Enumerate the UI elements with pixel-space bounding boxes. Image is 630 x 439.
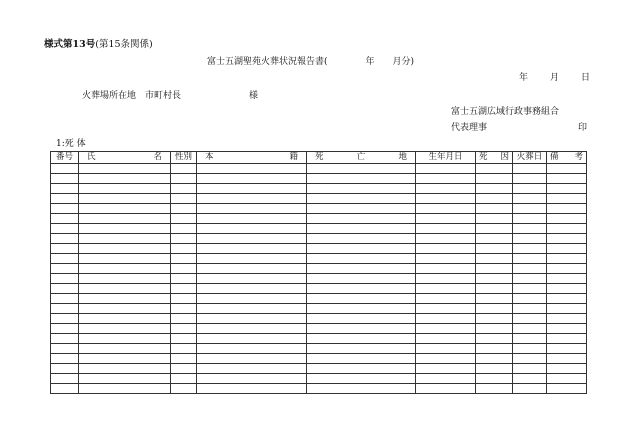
table-row bbox=[51, 304, 587, 314]
cell-birthdate[interactable] bbox=[416, 354, 476, 364]
cell-domicile[interactable] bbox=[197, 274, 307, 284]
column-header-cause-part: 死 bbox=[479, 152, 488, 162]
column-header-name-part: 名 bbox=[153, 152, 162, 162]
cell-name[interactable] bbox=[79, 164, 171, 174]
cell-birthdate[interactable] bbox=[416, 234, 476, 244]
cell-cremation_date[interactable] bbox=[513, 334, 547, 344]
cell-sex[interactable] bbox=[171, 364, 197, 374]
cell-sex[interactable] bbox=[171, 244, 197, 254]
table-row bbox=[51, 284, 587, 294]
cell-no[interactable] bbox=[51, 344, 79, 354]
cremation-register-table bbox=[50, 151, 587, 394]
cell-no[interactable] bbox=[51, 304, 79, 314]
cell-no[interactable] bbox=[51, 364, 79, 374]
cell-remarks[interactable] bbox=[547, 204, 587, 214]
cell-sex[interactable] bbox=[171, 384, 197, 394]
cell-place_of_death[interactable] bbox=[307, 334, 416, 344]
cell-sex[interactable] bbox=[171, 304, 197, 314]
cell-cremation_date[interactable] bbox=[513, 374, 547, 384]
cell-birthdate[interactable] bbox=[416, 194, 476, 204]
column-header-place_of_death-part: 亡 bbox=[356, 152, 366, 162]
table-row bbox=[51, 234, 587, 244]
cell-name[interactable] bbox=[79, 384, 171, 394]
cell-remarks[interactable] bbox=[547, 174, 587, 184]
table-row bbox=[51, 174, 587, 184]
cell-domicile[interactable] bbox=[197, 314, 307, 324]
cell-name[interactable] bbox=[79, 254, 171, 264]
cell-place_of_death[interactable] bbox=[307, 314, 416, 324]
cell-no[interactable] bbox=[51, 374, 79, 384]
cell-birthdate[interactable] bbox=[416, 224, 476, 234]
date-year: 年 bbox=[519, 73, 529, 83]
cell-domicile[interactable] bbox=[197, 194, 307, 204]
cell-cremation_date[interactable] bbox=[513, 284, 547, 294]
cell-place_of_death[interactable] bbox=[307, 384, 416, 394]
cell-place_of_death[interactable] bbox=[307, 374, 416, 384]
column-header-domicile-part: 籍 bbox=[289, 152, 298, 162]
cell-place_of_death[interactable] bbox=[307, 284, 416, 294]
title-month-label: 月分) bbox=[392, 57, 415, 67]
cell-no[interactable] bbox=[51, 194, 79, 204]
cell-no[interactable] bbox=[51, 354, 79, 364]
cell-domicile[interactable] bbox=[197, 224, 307, 234]
cell-sex[interactable] bbox=[171, 294, 197, 304]
cell-place_of_death[interactable] bbox=[307, 214, 416, 224]
cell-remarks[interactable] bbox=[547, 164, 587, 174]
cell-cremation_date[interactable] bbox=[513, 294, 547, 304]
cell-sex[interactable] bbox=[171, 194, 197, 204]
cell-cause[interactable] bbox=[476, 264, 513, 274]
cell-cause[interactable] bbox=[476, 324, 513, 334]
cell-birthdate[interactable] bbox=[416, 284, 476, 294]
cell-place_of_death[interactable] bbox=[307, 304, 416, 314]
cell-place_of_death[interactable] bbox=[307, 194, 416, 204]
cell-name[interactable] bbox=[79, 224, 171, 234]
table-row bbox=[51, 374, 587, 384]
cell-remarks[interactable] bbox=[547, 184, 587, 194]
cell-place_of_death[interactable] bbox=[307, 274, 416, 284]
cell-cremation_date[interactable] bbox=[513, 194, 547, 204]
cell-cremation_date[interactable] bbox=[513, 304, 547, 314]
cell-no[interactable] bbox=[51, 284, 79, 294]
cell-domicile[interactable] bbox=[197, 334, 307, 344]
column-header-remarks-part: 考 bbox=[574, 152, 583, 162]
cell-remarks[interactable] bbox=[547, 314, 587, 324]
cell-sex[interactable] bbox=[171, 264, 197, 274]
cell-place_of_death[interactable] bbox=[307, 354, 416, 364]
cell-no[interactable] bbox=[51, 244, 79, 254]
cell-cremation_date[interactable] bbox=[513, 264, 547, 274]
cell-name[interactable] bbox=[79, 274, 171, 284]
cell-place_of_death[interactable] bbox=[307, 244, 416, 254]
column-header-place_of_death bbox=[307, 152, 416, 164]
cell-place_of_death[interactable] bbox=[307, 324, 416, 334]
cell-birthdate[interactable] bbox=[416, 294, 476, 304]
mayor-label: 市町村長 bbox=[145, 91, 182, 101]
sender-organization: 富士五湖広域行政事務組合 bbox=[451, 107, 560, 117]
cell-cremation_date[interactable] bbox=[513, 224, 547, 234]
table-row bbox=[51, 164, 587, 174]
table-row bbox=[51, 244, 587, 254]
cell-no[interactable] bbox=[51, 174, 79, 184]
cell-sex[interactable] bbox=[171, 274, 197, 284]
form-number-bold: 様式第13号 bbox=[44, 39, 96, 50]
cell-cause[interactable] bbox=[476, 284, 513, 294]
seal-mark: 印 bbox=[578, 123, 588, 133]
cell-cause[interactable] bbox=[476, 304, 513, 314]
cell-birthdate[interactable] bbox=[416, 214, 476, 224]
cell-place_of_death[interactable] bbox=[307, 174, 416, 184]
cell-remarks[interactable] bbox=[547, 384, 587, 394]
sender-representative: 代表理事 bbox=[451, 123, 488, 133]
cell-cause[interactable] bbox=[476, 184, 513, 194]
cell-sex[interactable] bbox=[171, 354, 197, 364]
cell-place_of_death[interactable] bbox=[307, 164, 416, 174]
cell-birthdate[interactable] bbox=[416, 264, 476, 274]
cell-cremation_date[interactable] bbox=[513, 314, 547, 324]
table-row bbox=[51, 194, 587, 204]
cell-cause[interactable] bbox=[476, 204, 513, 214]
report-date bbox=[519, 74, 590, 83]
cell-cause[interactable] bbox=[476, 194, 513, 204]
cell-name[interactable] bbox=[79, 334, 171, 344]
cell-no[interactable] bbox=[51, 314, 79, 324]
cell-sex[interactable] bbox=[171, 374, 197, 384]
cell-name[interactable] bbox=[79, 374, 171, 384]
cell-cremation_date[interactable] bbox=[513, 344, 547, 354]
cell-domicile[interactable] bbox=[197, 284, 307, 294]
cell-cause[interactable] bbox=[476, 244, 513, 254]
column-header-birthdate: 生年月日 bbox=[416, 152, 476, 164]
section-label: 1:死 体 bbox=[56, 139, 86, 149]
cell-cremation_date[interactable] bbox=[513, 174, 547, 184]
column-header-name-part: 氏 bbox=[87, 152, 96, 162]
cell-sex[interactable] bbox=[171, 344, 197, 354]
cell-cause[interactable] bbox=[476, 224, 513, 234]
cell-birthdate[interactable] bbox=[416, 324, 476, 334]
cell-sex[interactable] bbox=[171, 174, 197, 184]
honorific: 様 bbox=[249, 91, 259, 101]
cell-place_of_death[interactable] bbox=[307, 264, 416, 274]
cell-place_of_death[interactable] bbox=[307, 204, 416, 214]
document-title bbox=[207, 58, 414, 67]
cell-birthdate[interactable] bbox=[416, 334, 476, 344]
cell-birthdate[interactable] bbox=[416, 174, 476, 184]
form-number bbox=[44, 40, 153, 50]
cell-place_of_death[interactable] bbox=[307, 234, 416, 244]
cell-cremation_date[interactable] bbox=[513, 254, 547, 264]
table-header-row bbox=[51, 152, 587, 164]
cell-remarks[interactable] bbox=[547, 244, 587, 254]
cell-birthdate[interactable] bbox=[416, 164, 476, 174]
cell-cremation_date[interactable] bbox=[513, 244, 547, 254]
cell-name[interactable] bbox=[79, 314, 171, 324]
cell-cremation_date[interactable] bbox=[513, 354, 547, 364]
cell-remarks[interactable] bbox=[547, 294, 587, 304]
cell-name[interactable] bbox=[79, 184, 171, 194]
cell-cause[interactable] bbox=[476, 334, 513, 344]
cell-place_of_death[interactable] bbox=[307, 184, 416, 194]
cell-remarks[interactable] bbox=[547, 324, 587, 334]
cell-birthdate[interactable] bbox=[416, 244, 476, 254]
cell-cremation_date[interactable] bbox=[513, 184, 547, 194]
cell-remarks[interactable] bbox=[547, 274, 587, 284]
cell-sex[interactable] bbox=[171, 334, 197, 344]
cell-no[interactable] bbox=[51, 164, 79, 174]
cell-name[interactable] bbox=[79, 174, 171, 184]
column-header-sex: 性別 bbox=[171, 152, 197, 164]
cell-domicile[interactable] bbox=[197, 364, 307, 374]
cell-domicile[interactable] bbox=[197, 204, 307, 214]
cell-cremation_date[interactable] bbox=[513, 324, 547, 334]
cell-no[interactable] bbox=[51, 224, 79, 234]
cell-domicile[interactable] bbox=[197, 244, 307, 254]
cell-cremation_date[interactable] bbox=[513, 214, 547, 224]
table-row bbox=[51, 354, 587, 364]
cell-name[interactable] bbox=[79, 234, 171, 244]
cell-place_of_death[interactable] bbox=[307, 364, 416, 374]
cell-no[interactable] bbox=[51, 264, 79, 274]
title-year-label: 年 bbox=[365, 57, 375, 67]
cell-sex[interactable] bbox=[171, 204, 197, 214]
cell-domicile[interactable] bbox=[197, 374, 307, 384]
cell-cause[interactable] bbox=[476, 364, 513, 374]
cell-no[interactable] bbox=[51, 334, 79, 344]
cell-cremation_date[interactable] bbox=[513, 204, 547, 214]
cell-domicile[interactable] bbox=[197, 344, 307, 354]
cell-name[interactable] bbox=[79, 264, 171, 274]
location-label: 火葬場所在地 bbox=[82, 91, 137, 101]
cell-name[interactable] bbox=[79, 214, 171, 224]
cell-cause[interactable] bbox=[476, 164, 513, 174]
cell-remarks[interactable] bbox=[547, 304, 587, 314]
cell-name[interactable] bbox=[79, 364, 171, 374]
cell-remarks[interactable] bbox=[547, 234, 587, 244]
cell-cause[interactable] bbox=[476, 234, 513, 244]
cell-birthdate[interactable] bbox=[416, 204, 476, 214]
cell-place_of_death[interactable] bbox=[307, 344, 416, 354]
cell-no[interactable] bbox=[51, 274, 79, 284]
column-header-cremation_date: 火葬日 bbox=[513, 152, 547, 164]
cell-sex[interactable] bbox=[171, 324, 197, 334]
cell-sex[interactable] bbox=[171, 224, 197, 234]
cell-name[interactable] bbox=[79, 284, 171, 294]
cell-name[interactable] bbox=[79, 324, 171, 334]
table-row bbox=[51, 334, 587, 344]
cell-sex[interactable] bbox=[171, 214, 197, 224]
cell-birthdate[interactable] bbox=[416, 364, 476, 374]
date-month: 月 bbox=[550, 73, 560, 83]
cell-remarks[interactable] bbox=[547, 374, 587, 384]
cell-birthdate[interactable] bbox=[416, 344, 476, 354]
cell-birthdate[interactable] bbox=[416, 274, 476, 284]
table-row bbox=[51, 214, 587, 224]
column-header-remarks-part: 備 bbox=[550, 152, 559, 162]
cell-remarks[interactable] bbox=[547, 264, 587, 274]
cell-name[interactable] bbox=[79, 194, 171, 204]
table-row bbox=[51, 274, 587, 284]
cell-place_of_death[interactable] bbox=[307, 254, 416, 264]
cell-no[interactable] bbox=[51, 384, 79, 394]
cell-place_of_death[interactable] bbox=[307, 294, 416, 304]
cell-remarks[interactable] bbox=[547, 344, 587, 354]
column-header-place_of_death-part: 地 bbox=[398, 152, 407, 162]
cell-remarks[interactable] bbox=[547, 224, 587, 234]
date-day: 日 bbox=[581, 73, 591, 83]
cell-domicile[interactable] bbox=[197, 294, 307, 304]
addressee bbox=[82, 92, 258, 101]
cell-no[interactable] bbox=[51, 234, 79, 244]
cell-name[interactable] bbox=[79, 294, 171, 304]
cell-name[interactable] bbox=[79, 204, 171, 214]
cell-place_of_death[interactable] bbox=[307, 224, 416, 234]
cell-domicile[interactable] bbox=[197, 184, 307, 194]
cell-remarks[interactable] bbox=[547, 284, 587, 294]
table-row bbox=[51, 324, 587, 334]
cell-remarks[interactable] bbox=[547, 194, 587, 204]
cell-cremation_date[interactable] bbox=[513, 234, 547, 244]
cell-domicile[interactable] bbox=[197, 324, 307, 334]
cell-cause[interactable] bbox=[476, 314, 513, 324]
cell-domicile[interactable] bbox=[197, 304, 307, 314]
cell-cause[interactable] bbox=[476, 274, 513, 284]
column-header-domicile bbox=[197, 152, 307, 164]
cell-no[interactable] bbox=[51, 214, 79, 224]
cell-birthdate[interactable] bbox=[416, 184, 476, 194]
cell-remarks[interactable] bbox=[547, 334, 587, 344]
table-row bbox=[51, 254, 587, 264]
cell-no[interactable] bbox=[51, 324, 79, 334]
table-row bbox=[51, 294, 587, 304]
cell-birthdate[interactable] bbox=[416, 314, 476, 324]
cell-birthdate[interactable] bbox=[416, 254, 476, 264]
cell-remarks[interactable] bbox=[547, 364, 587, 374]
table-row bbox=[51, 224, 587, 234]
cell-birthdate[interactable] bbox=[416, 374, 476, 384]
cell-domicile[interactable] bbox=[197, 384, 307, 394]
cell-cause[interactable] bbox=[476, 174, 513, 184]
cell-cause[interactable] bbox=[476, 294, 513, 304]
table-row bbox=[51, 344, 587, 354]
table-row bbox=[51, 184, 587, 194]
cell-cause[interactable] bbox=[476, 254, 513, 264]
cell-remarks[interactable] bbox=[547, 254, 587, 264]
column-header-no: 番号 bbox=[51, 152, 79, 164]
cell-birthdate[interactable] bbox=[416, 304, 476, 314]
cell-cause[interactable] bbox=[476, 344, 513, 354]
cell-cremation_date[interactable] bbox=[513, 274, 547, 284]
cell-no[interactable] bbox=[51, 204, 79, 214]
table-row bbox=[51, 384, 587, 394]
cell-remarks[interactable] bbox=[547, 354, 587, 364]
cell-sex[interactable] bbox=[171, 234, 197, 244]
cell-domicile[interactable] bbox=[197, 174, 307, 184]
cell-name[interactable] bbox=[79, 344, 171, 354]
cell-domicile[interactable] bbox=[197, 264, 307, 274]
cell-sex[interactable] bbox=[171, 254, 197, 264]
column-header-place_of_death-part: 死 bbox=[315, 152, 324, 162]
cell-no[interactable] bbox=[51, 254, 79, 264]
cell-birthdate[interactable] bbox=[416, 384, 476, 394]
cell-sex[interactable] bbox=[171, 184, 197, 194]
cell-name[interactable] bbox=[79, 304, 171, 314]
cell-cremation_date[interactable] bbox=[513, 384, 547, 394]
title-text: 富士五湖聖苑火葬状況報告書( bbox=[207, 57, 328, 67]
cell-cause[interactable] bbox=[476, 374, 513, 384]
cell-sex[interactable] bbox=[171, 314, 197, 324]
column-header-remarks bbox=[547, 152, 587, 164]
column-header-name bbox=[79, 152, 171, 164]
cell-name[interactable] bbox=[79, 354, 171, 364]
form-number-note: (第15条関係) bbox=[95, 39, 153, 50]
table-row bbox=[51, 364, 587, 374]
column-header-cause-part: 因 bbox=[500, 152, 509, 162]
cell-domicile[interactable] bbox=[197, 254, 307, 264]
table-row bbox=[51, 204, 587, 214]
cell-cremation_date[interactable] bbox=[513, 364, 547, 374]
cell-no[interactable] bbox=[51, 184, 79, 194]
cell-domicile[interactable] bbox=[197, 354, 307, 364]
column-header-cause bbox=[476, 152, 513, 164]
column-header-domicile-part: 本 bbox=[205, 152, 214, 162]
cell-cremation_date[interactable] bbox=[513, 164, 547, 174]
cell-cause[interactable] bbox=[476, 214, 513, 224]
table-row bbox=[51, 264, 587, 274]
cell-no[interactable] bbox=[51, 294, 79, 304]
cell-sex[interactable] bbox=[171, 164, 197, 174]
cell-remarks[interactable] bbox=[547, 214, 587, 224]
cell-cause[interactable] bbox=[476, 384, 513, 394]
cell-domicile[interactable] bbox=[197, 164, 307, 174]
cell-cause[interactable] bbox=[476, 354, 513, 364]
cell-name[interactable] bbox=[79, 244, 171, 254]
cell-domicile[interactable] bbox=[197, 214, 307, 224]
cell-domicile[interactable] bbox=[197, 234, 307, 244]
cell-sex[interactable] bbox=[171, 284, 197, 294]
table-row bbox=[51, 314, 587, 324]
